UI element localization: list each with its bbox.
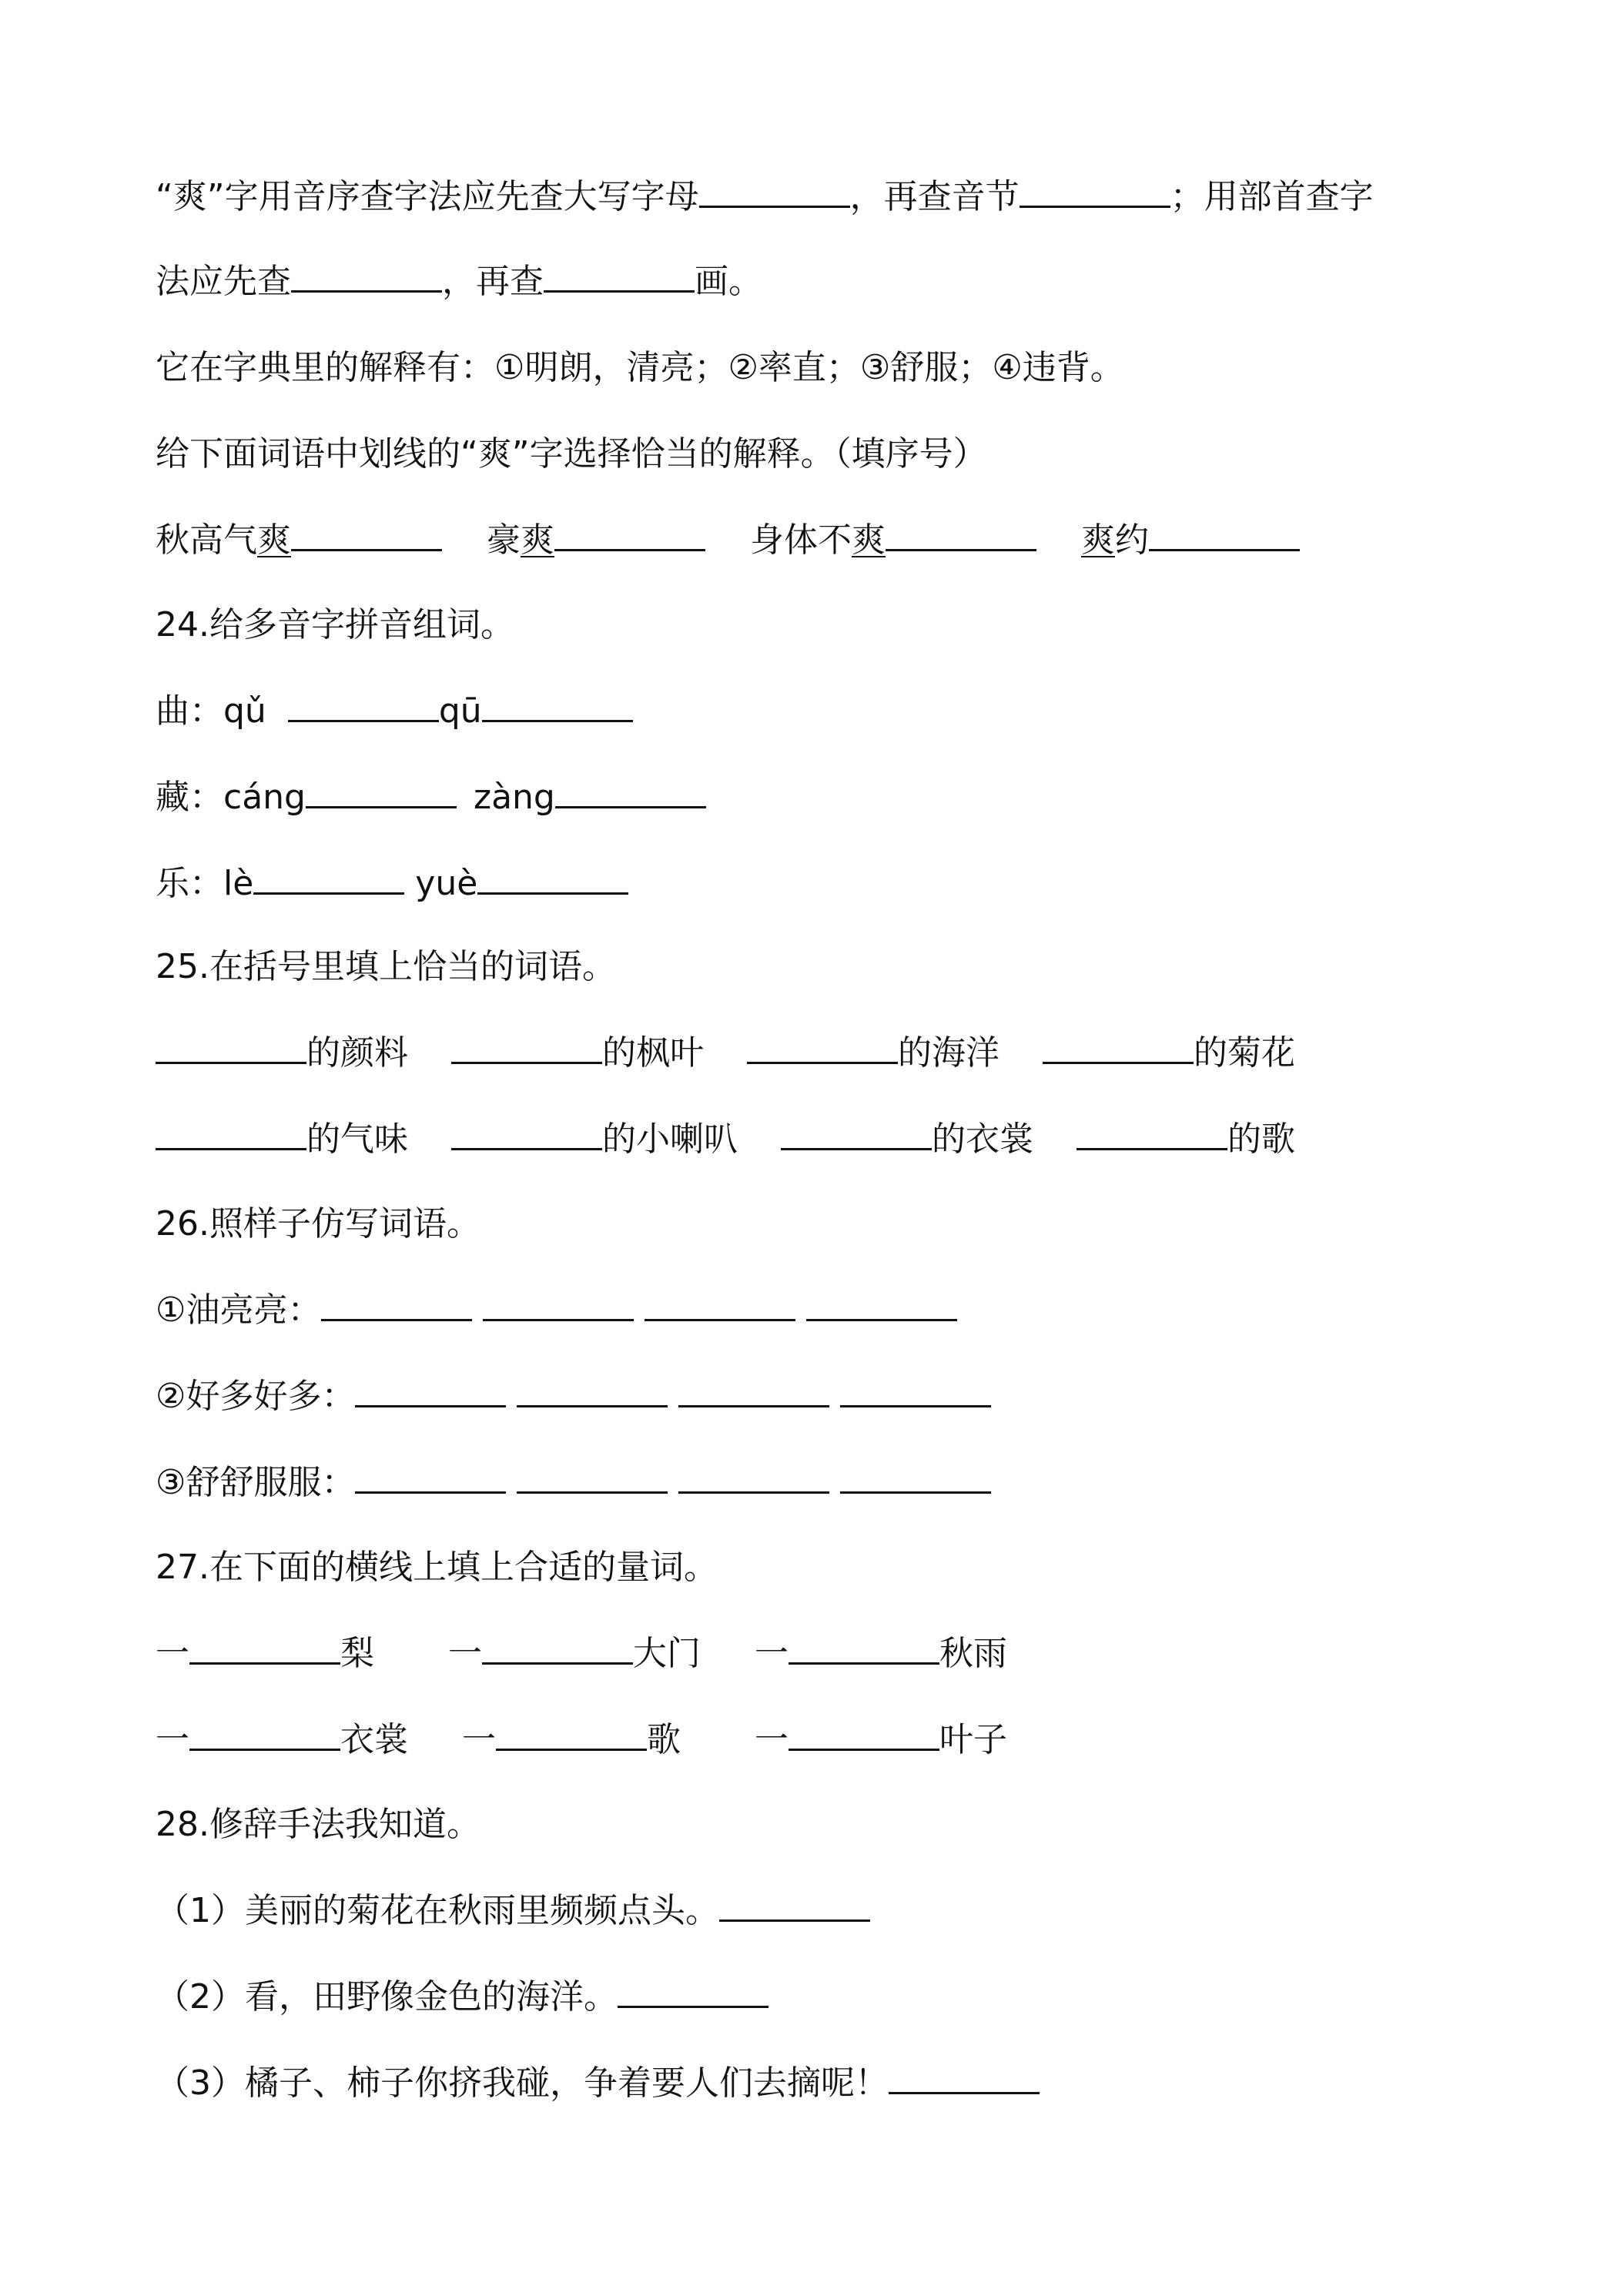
q28-title: 28.修辞手法我知道。 [156,1805,481,1844]
answer-blank[interactable] [482,1632,633,1665]
answer-blank[interactable] [555,775,706,808]
answer-blank[interactable] [291,518,442,551]
q23-words [156,517,1300,564]
answer-blank[interactable] [288,689,439,722]
q27-row-2: 一 衣裳 一 歌 一 叶子 [156,1717,1007,1763]
word-item: 身体不爽 [750,520,886,560]
answer-blank[interactable] [306,775,457,808]
answer-blank[interactable] [482,689,633,722]
q23-definitions: 它在字典里的解释有：①明朗，清亮；②率直；③舒服；④违背。 [156,348,1124,387]
answer-blank[interactable] [1077,1117,1227,1150]
q24-row: 藏：cáng zàng [156,775,706,821]
q24-row: 乐：lè yuè [156,861,628,907]
q23-instruction: 给下面词语中划线的“爽”字选择恰当的解释。（填序号） [156,434,987,474]
answer-blank[interactable] [678,1374,829,1407]
answer-blank[interactable] [517,1374,668,1407]
q23-line-2: 法应先查 ，再查 画。 [156,259,762,305]
answer-blank[interactable] [747,1031,898,1064]
q23-line-1: “爽”字用音序查字法应先查大写字母 ，再查音节 ；用部首查字 [156,174,1374,220]
q25-row-2: 的气味 的小喇叭 的衣裳 的歌 [156,1116,1295,1163]
answer-blank[interactable] [840,1461,991,1494]
q24-title: 24.给多音字拼音组词。 [156,605,514,644]
q25-title: 25.在括号里填上恰当的词语。 [156,947,616,986]
answer-blank[interactable] [840,1374,991,1407]
answer-blank[interactable] [554,518,705,551]
word-item: 爽约 [1081,520,1149,560]
answer-blank[interactable] [355,1374,506,1407]
answer-blank[interactable] [789,1718,939,1751]
answer-blank[interactable] [719,1889,870,1922]
answer-blank[interactable] [483,1288,634,1321]
q28-item: （2）看，田野像金色的海洋。 [156,1974,768,2020]
answer-blank[interactable] [496,1718,647,1751]
q25-row-1: 的颜料 的枫叶 的海洋 的菊花 [156,1030,1295,1076]
answer-blank[interactable] [781,1117,932,1150]
answer-blank[interactable] [253,862,404,895]
answer-blank[interactable] [544,259,695,293]
word-item: 秋高气爽 [156,520,291,560]
answer-blank[interactable] [517,1461,668,1494]
word-item: 豪爽 [487,520,554,560]
answer-blank[interactable] [451,1031,602,1064]
answer-blank[interactable] [1149,518,1300,551]
answer-blank[interactable] [355,1461,506,1494]
answer-blank[interactable] [1020,175,1170,208]
q26-row: ①油亮亮： [156,1287,957,1334]
answer-blank[interactable] [645,1288,795,1321]
q28-item: （1）美丽的菊花在秋雨里频频点头。 [156,1888,870,1934]
answer-blank[interactable] [451,1117,602,1150]
answer-blank[interactable] [189,1632,340,1665]
q28-item: （3）橘子、柿子你挤我碰，争着要人们去摘呢！ [156,2060,1040,2107]
answer-blank[interactable] [189,1718,340,1751]
q26-row: ③舒舒服服： [156,1460,991,1506]
answer-blank[interactable] [699,175,850,208]
answer-blank[interactable] [789,1632,939,1665]
answer-blank[interactable] [156,1031,306,1064]
answer-blank[interactable] [321,1288,472,1321]
answer-blank[interactable] [291,259,442,293]
q27-row-1: 一 梨 一 大门 一 秋雨 [156,1631,1007,1677]
answer-blank[interactable] [806,1288,957,1321]
answer-blank[interactable] [618,1975,768,2008]
answer-blank[interactable] [678,1461,829,1494]
answer-blank[interactable] [886,518,1036,551]
answer-blank[interactable] [889,2061,1040,2094]
q26-row: ②好多好多： [156,1374,991,1420]
answer-blank[interactable] [156,1117,306,1150]
q24-row: 曲：qǔ qū [156,688,633,735]
answer-blank[interactable] [1043,1031,1194,1064]
q27-title: 27.在下面的横线上填上合适的量词。 [156,1548,718,1587]
answer-blank[interactable] [477,862,628,895]
q26-title: 26.照样子仿写词语。 [156,1204,481,1243]
